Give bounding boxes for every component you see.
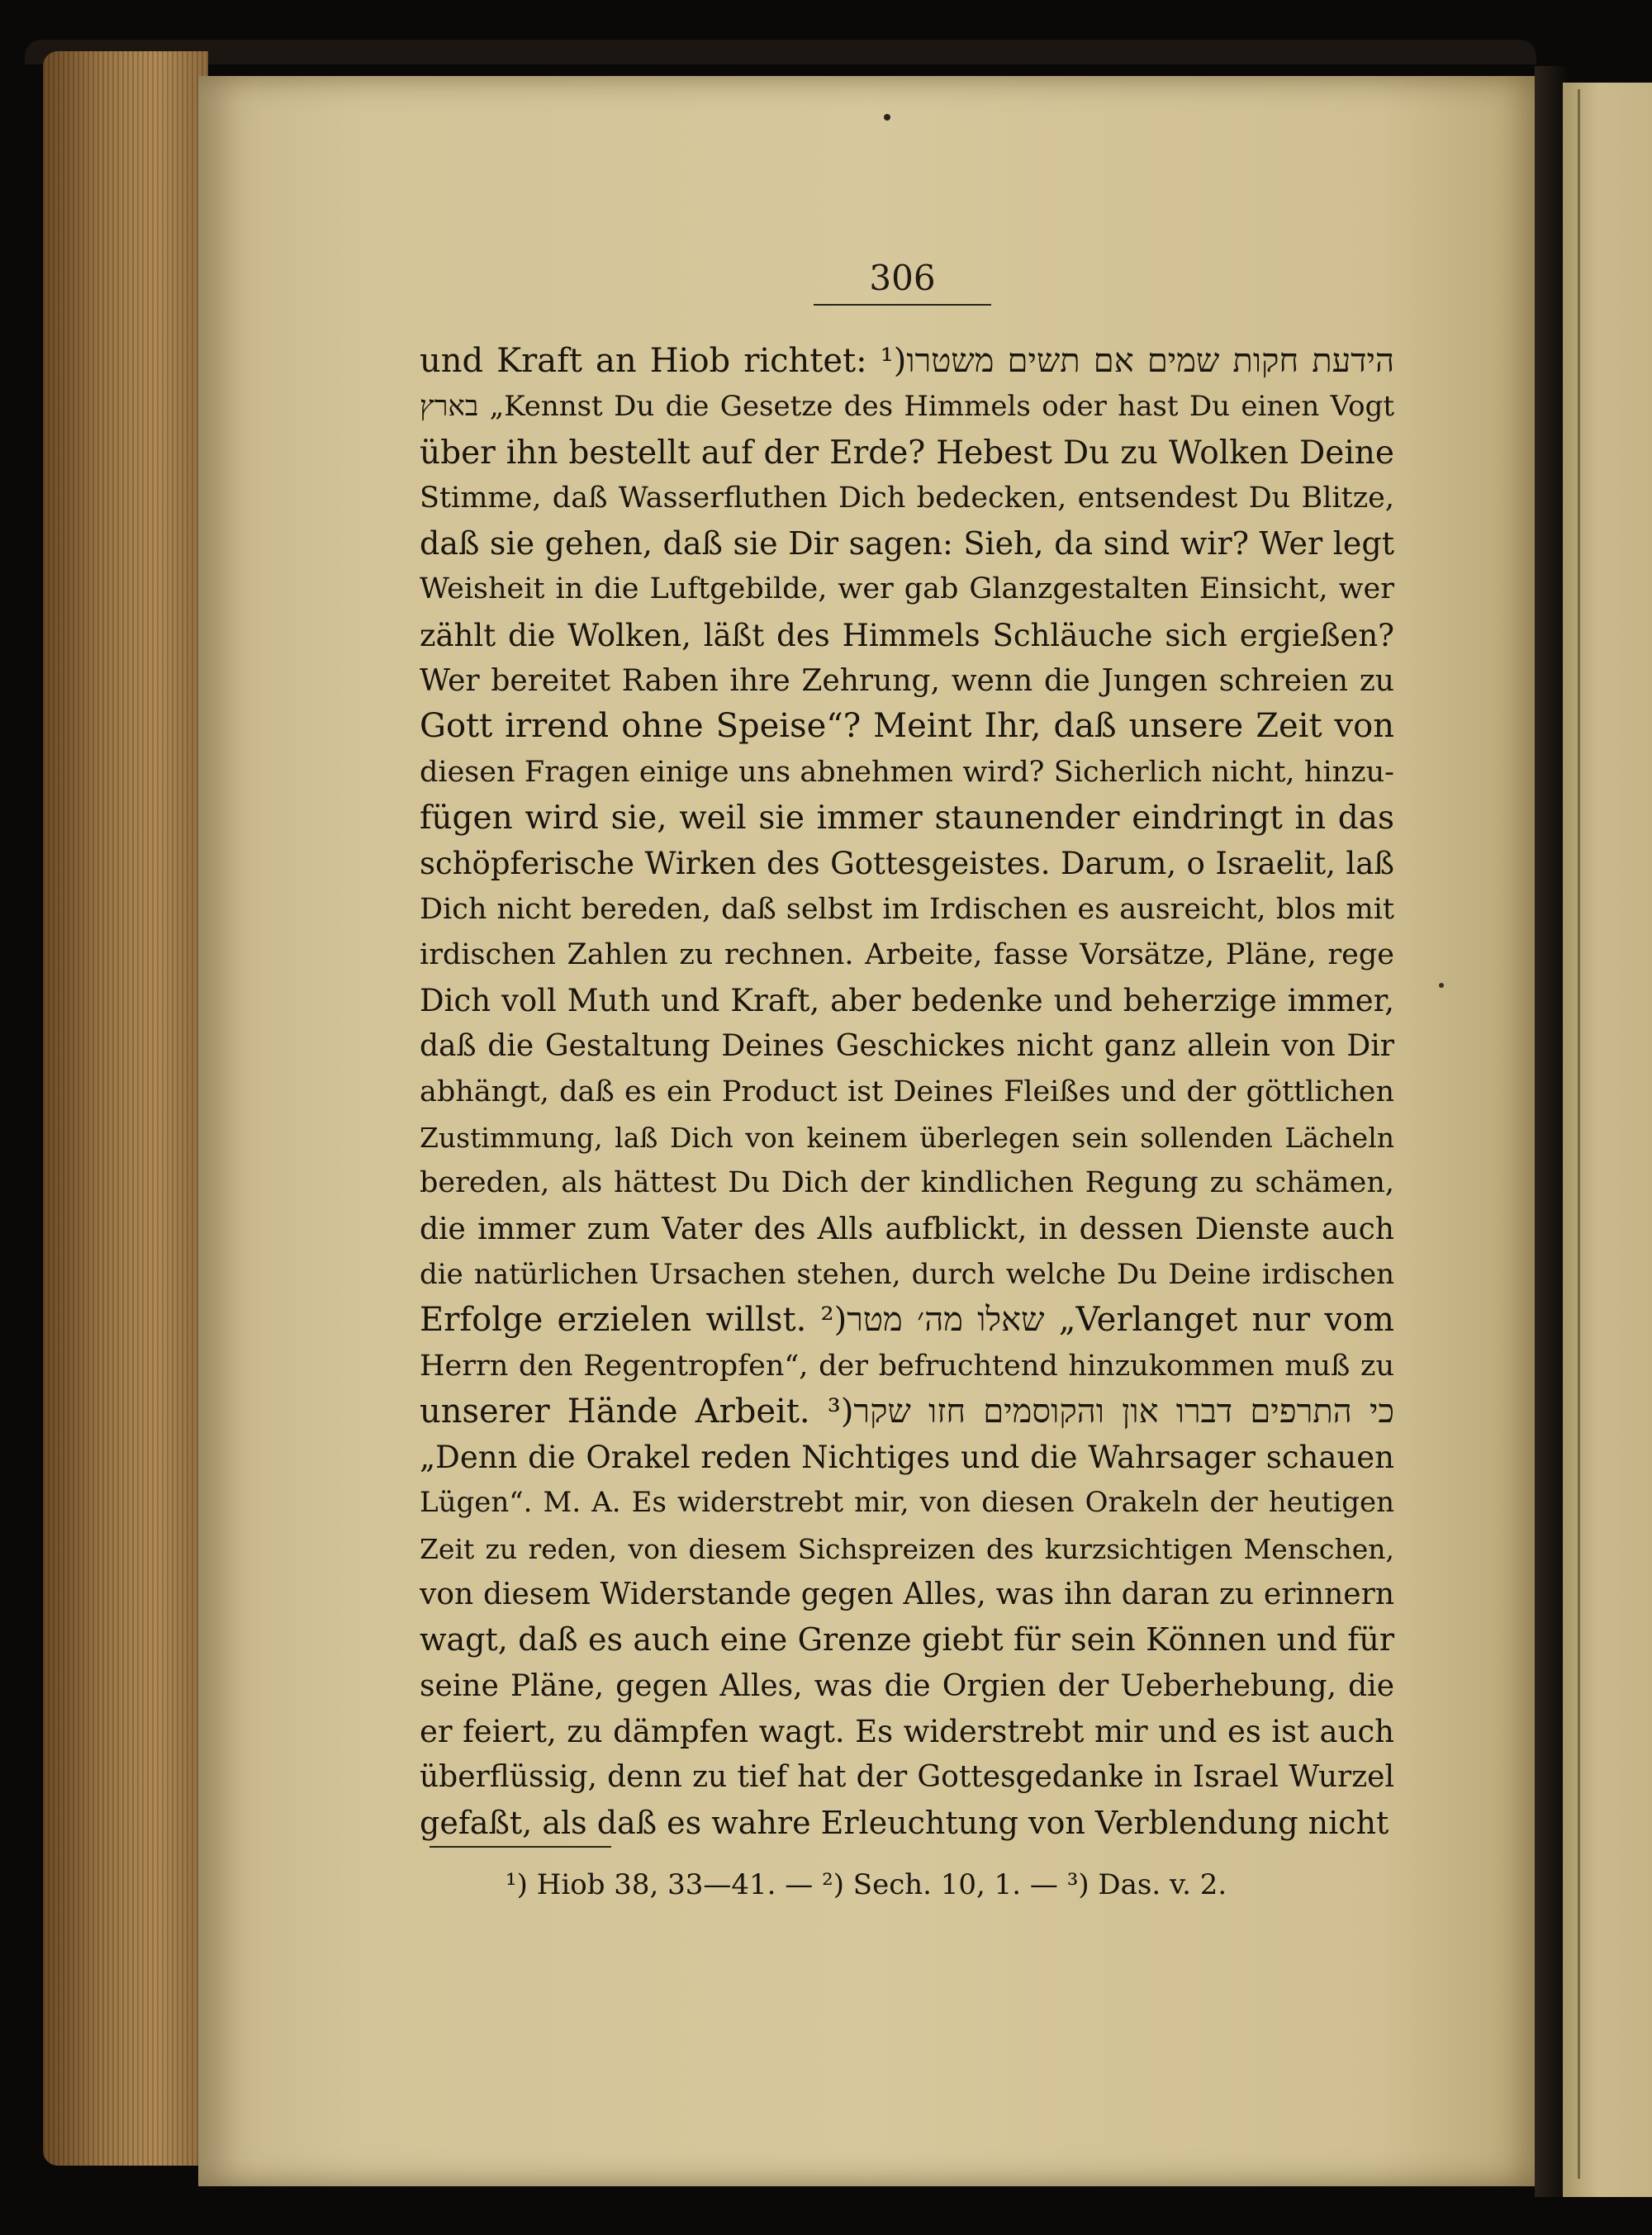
footnote-rule [430,1846,611,1848]
text-line: Dich nicht bereden, daß selbst im Irdischen es ausreicht, blos mit [420,892,1394,926]
text-line: fügen wird sie, weil sie immer staunender eindringt in das [420,799,1394,837]
text-line: Gott irrend ohne Speise“? Meint Ihr, daß unsere Zeit von [420,707,1394,746]
page-number: 306 [869,258,936,298]
text-line: Lügen“. M. A. Es widerstrebt mir, von diesen Orakeln der heutigen [420,1486,1394,1520]
text-line: die natürlichen Ursachen stehen, durch welche Du Deine irdischen [420,1257,1394,1291]
text-line: abhängt, daß es ein Product ist Deines Fleißes und der göttlichen [420,1075,1394,1108]
text-line: und Kraft an Hiob richtet: ¹)הידעת חקות שמים אם תשים משטרו [420,342,1394,380]
text-line: zählt die Wolken, läßt des Himmels Schläuche sich ergießen? [420,617,1394,653]
text-line: Erfolge erzielen willst. ²)שאלו מה׳ מטר „Verlanget nur vom [420,1301,1394,1340]
text-line: „Denn die Orakel reden Nichtiges und die Wahrsager schauen [420,1440,1394,1476]
text-line: die immer zum Vater des Alls aufblickt, in dessen Dienste auch [420,1212,1394,1246]
text-line: Zeit zu reden, von diesem Sichspreizen des kurzsichtigen Menschen, [420,1532,1394,1565]
text-line: bereden, als hättest Du Dich der kindlichen Regung zu schämen, [420,1166,1394,1200]
book-page-edge [43,51,208,2166]
text-line: daß die Gestaltung Deines Geschickes nicht ganz allein von Dir [420,1029,1394,1064]
text-line: er feiert, zu dämpfen wagt. Es widerstrebt mir und es ist auch [420,1713,1394,1749]
ink-dot [1439,983,1444,988]
facing-page-rule [1578,89,1580,2179]
text-line: seine Pläne, gegen Alles, was die Orgien der Ueberhebung, die [420,1668,1394,1703]
text-line: irdischen Zahlen zu rechnen. Arbeite, fasse Vorsätze, Pläne, rege [420,937,1394,971]
body-text [420,339,1394,1846]
text-line: Wer bereitet Raben ihre Zehrung, wenn die Jungen schreien zu [420,664,1394,699]
text-line: בארץ „Kennst Du die Gesetze des Himmels oder hast Du einen Vogt [420,390,1394,424]
text-line: Dich voll Muth und Kraft, aber bedenke und beherzige immer, [420,983,1394,1019]
text-line: Herrn den Regentropfen“, der befruchtend hinzukommen muß zu [420,1349,1394,1383]
text-line: Weisheit in die Luftgebilde, wer gab Glanzgestalten Einsicht, wer [420,572,1394,606]
text-line: von diesem Widerstande gegen Alles, was ihn daran zu erinnern [420,1578,1394,1612]
header-rule [814,304,991,306]
book-cover-edge [25,40,1536,64]
text-line: Zustimmung, laß Dich von keinem überlegen sein sollenden Lächeln [420,1122,1394,1155]
facing-page [1563,83,1652,2197]
text-line: schöpferische Wirken des Gottesgeistes. Darum, o Israelit, laß [420,846,1394,882]
text-line: wagt, daß es auch eine Grenze giebt für sein Können und für [420,1621,1394,1658]
text-line: unserer Hände Arbeit. ³)כי התרפים דברו און והקוסמים חזו שקר [420,1392,1394,1431]
footnote: ¹) Hiob 38, 33—41. — ²) Sech. 10, 1. — ³) Das. v. 2. [506,1868,1227,1901]
text-line: diesen Fragen einige uns abnehmen wird? Sicherlich nicht, hinzu- [420,755,1394,789]
text-line: gefaßt, als daß es wahre Erleuchtung von Verblendung nicht [420,1804,1389,1841]
text-line: daß sie gehen, daß sie Dir sagen: Sieh, da sind wir? Wer legt [420,525,1394,562]
text-line: über ihn bestellt auf der Erde? Hebest Du zu Wolken Deine [420,434,1394,472]
text-line: Stimme, daß Wasserfluthen Dich bedecken, entsendest Du Blitze, [420,481,1394,515]
ink-mark [884,114,890,121]
text-line: überflüssig, denn zu tief hat der Gottesgedanke in Israel Wurzel [420,1760,1394,1795]
